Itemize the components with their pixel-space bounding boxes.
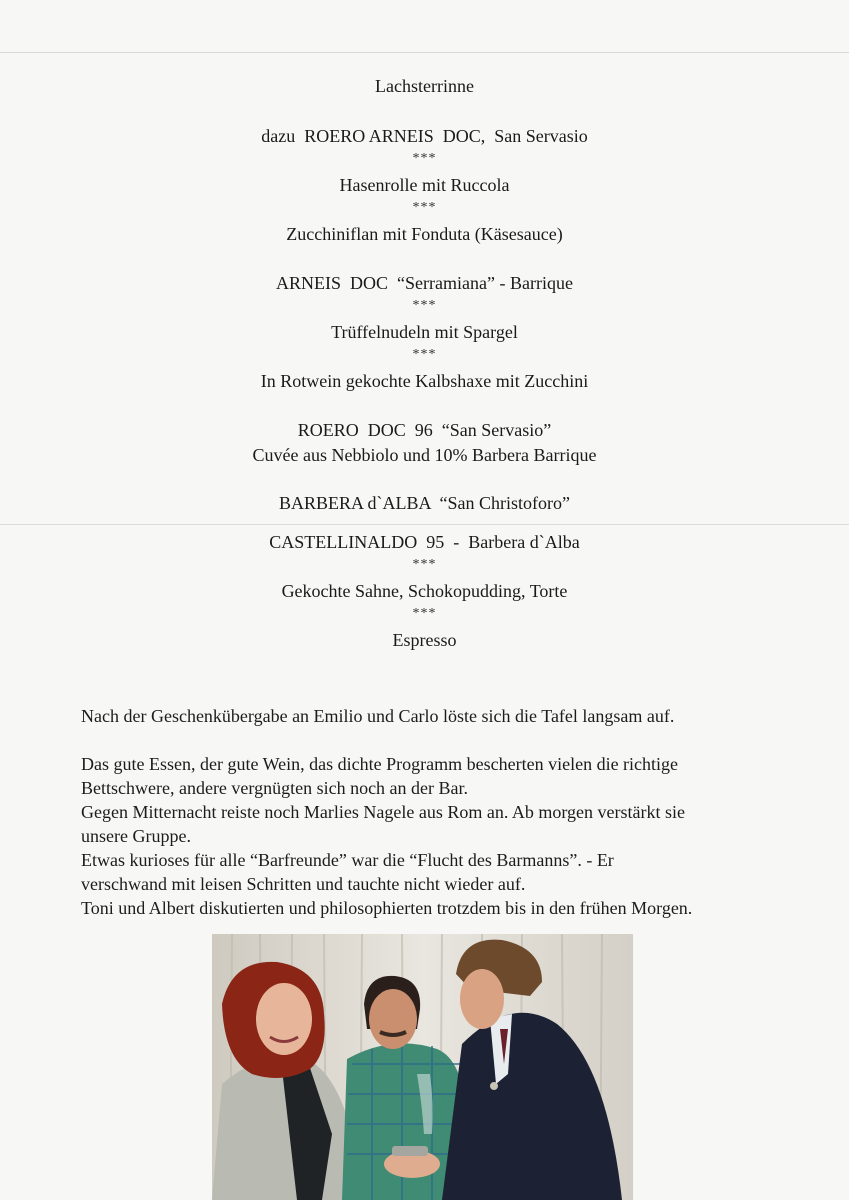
narrative-line: unsere Gruppe. [81,826,191,846]
menu-line: CASTELLINALDO 95 - Barbera d`Alba [269,532,580,552]
menu-separator: *** [412,151,437,166]
menu-separator: *** [412,298,437,313]
menu-separator: *** [412,557,437,572]
menu-line: BARBERA d`ALBA “San Christoforo” [279,493,570,513]
menu-separator: *** [412,200,437,215]
page-divider-middle [0,524,849,525]
menu-line: ARNEIS DOC “Serramiana” - Barrique [276,273,573,293]
photo-illustration [212,934,633,1200]
menu-line: In Rotwein gekochte Kalbshaxe mit Zucchini [260,371,589,391]
narrative-paragraph: Nach der Geschenkübergabe an Emilio und Carlo löste sich die Tafel langsam auf. [81,706,675,726]
narrative-line: verschwand mit leisen Schritten und tauchte nicht wieder auf. [81,874,526,894]
menu-line: Hasenrolle mit Ruccola [339,175,510,195]
menu-line: Trüffelnudeln mit Spargel [331,322,518,342]
narrative-text [81,704,801,920]
narrative-line: Gegen Mitternacht reiste noch Marlies Nagele aus Rom an. Ab morgen verstärkt sie [81,802,685,822]
menu-line: dazu ROERO ARNEIS DOC, San Servasio [261,126,588,146]
menu-line: Zucchiniflan mit Fonduta (Käsesauce) [286,224,563,244]
menu-line: Espresso [392,630,457,650]
menu-line: Gekochte Sahne, Schokopudding, Torte [281,581,568,601]
menu-separator: *** [412,606,437,621]
menu-line: Cuvée aus Nebbiolo und 10% Barbera Barrique [252,445,597,465]
narrative-line: Bettschwere, andere vergnügten sich noch an der Bar. [81,778,469,798]
page-divider-top [0,52,849,53]
narrative-line: Das gute Essen, der gute Wein, das dichte Programm bescherten vielen die richtige [81,754,679,774]
event-photo [212,934,633,1200]
menu-line: ROERO DOC 96 “San Servasio” [297,420,552,440]
narrative-line: Toni und Albert diskutierten und philosophierten trotzdem bis in den frühen Morgen. [81,898,693,918]
menu-line: Lachsterrinne [375,76,474,96]
narrative-line: Etwas kurioses für alle “Barfreunde” war die “Flucht des Barmanns”. - Er [81,850,614,870]
menu-separator: *** [412,347,437,362]
